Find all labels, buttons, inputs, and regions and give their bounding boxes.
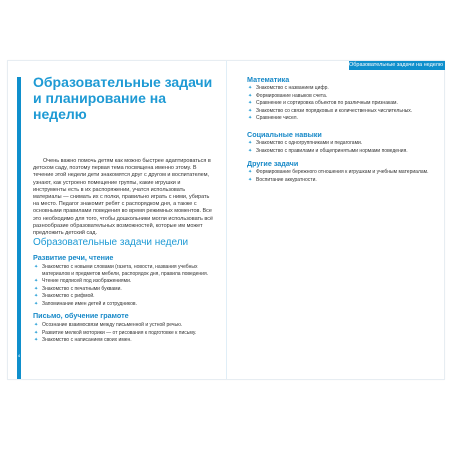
- other-tasks-list: [247, 169, 434, 183]
- section-header-label: Образовательные задачи на неделю: [349, 62, 443, 68]
- list-item: ✦ Сравнение чисел.: [248, 115, 298, 122]
- list-item: ✦ Развитие мелкой моторики — от рисования к подготовке к письму.: [34, 329, 197, 336]
- bullet-icon: ✦: [34, 300, 39, 307]
- page-edge-stripe: [17, 77, 21, 379]
- math-block: [247, 75, 434, 122]
- bullet-icon: ✦: [34, 285, 39, 292]
- section-title: Образовательные задачи недели: [33, 237, 189, 248]
- other-tasks-block: [247, 159, 434, 183]
- right-page: [226, 61, 445, 379]
- list-item: ✦ Воспитание аккуратности.: [248, 176, 317, 183]
- social-skills-heading: Социальные навыки: [247, 130, 322, 139]
- social-skills-list: [247, 140, 434, 154]
- bullet-icon: ✦: [248, 176, 253, 183]
- list-item: ✦ Знакомство с правилами и общепринятыми нормами поведения.: [248, 147, 408, 154]
- list-item: ✦ Формирование бережного отношения к игрушкам и учебным материалам.: [248, 169, 429, 175]
- list-item: ✦ Знакомство с новыми словами (газета, новости, названия учебных материалов и предметов мебели, распорядок дня, правила поведения.: [34, 264, 209, 277]
- bullet-icon: ✦: [34, 337, 39, 344]
- social-skills-block: [247, 130, 434, 154]
- list-item: ✦ Запоминание имен детей и сотрудников.: [34, 300, 137, 307]
- bullet-icon: ✦: [248, 147, 253, 154]
- bullet-icon: ✦: [248, 92, 253, 99]
- writing-literacy-heading: Письмо, обучение грамоте: [33, 311, 129, 320]
- page-title: [33, 74, 215, 122]
- list-item: ✦ Знакомство с рифмой.: [34, 293, 95, 300]
- writing-literacy-list: [33, 322, 217, 344]
- page-number: 4: [17, 353, 21, 358]
- page-title-line-1: Образовательные задачи: [33, 74, 213, 90]
- bullet-icon: ✦: [34, 329, 39, 336]
- speech-reading-heading: Развитие речи, чтение: [33, 253, 114, 262]
- writing-literacy-block: [33, 311, 217, 344]
- bullet-icon: ✦: [248, 107, 253, 114]
- list-item: ✦ Знакомство с печатными буквами.: [34, 285, 122, 292]
- list-item: ✦ Знакомство с одногруппниками и педагогами.: [248, 140, 363, 146]
- list-item: ✦ Осознание взаимосвязи между письменной и устной речью.: [34, 322, 183, 328]
- book-spread: [7, 60, 445, 380]
- list-item: ✦ Знакомство со связи порядковых и количественных числительных.: [248, 107, 413, 114]
- bullet-icon: ✦: [248, 169, 253, 175]
- list-item: ✦ Формирование навыков счета.: [248, 92, 328, 99]
- other-tasks-heading: Другие задачи: [247, 159, 299, 168]
- intro-paragraph: Очень важно помочь детям как можно быстрее адаптироваться в детском саду, поэтому первая тема посвящена именно этому. В течение этой недели дети знакомятся друг с другом и воспитателем, узнают, как устроено помещение группы, какие игрушки и инструменты есть в их распоряжении, учатся использовать материалы — снимать их с полки, правильно играть с ними, убирать на место. Педагог знакомит ребят с распорядком дня, а также с основными правилами поведения во время режимных моментов. Все это необходимо для того, чтобы дошкольники могли использовать всё разнообразие образовательных возможностей, которые им может предложить детский сад.: [33, 158, 214, 237]
- speech-reading-list: [33, 264, 217, 308]
- bullet-icon: ✦: [248, 85, 253, 91]
- math-list: [247, 85, 434, 122]
- bullet-icon: ✦: [34, 278, 39, 285]
- list-item: ✦ Чтение подписей под изображениями.: [34, 278, 132, 285]
- list-item: ✦ Знакомство с названием цифр.: [248, 85, 329, 91]
- list-item: ✦ Сравнение и сортировка объектов по различным признакам.: [248, 100, 398, 107]
- page-title-line-2: и планирование на неделю: [33, 90, 166, 122]
- list-item: ✦ Знакомство с написанием своих имен.: [34, 337, 132, 344]
- math-heading: Математика: [247, 75, 290, 84]
- section-header-bar: [349, 61, 445, 70]
- speech-reading-block: [33, 253, 217, 308]
- bullet-icon: ✦: [248, 140, 253, 146]
- bullet-icon: ✦: [248, 100, 253, 107]
- bullet-icon: ✦: [34, 322, 39, 328]
- bullet-icon: ✦: [248, 115, 253, 122]
- bullet-icon: ✦: [34, 293, 39, 300]
- left-page: [8, 61, 226, 379]
- bullet-icon: ✦: [34, 264, 39, 270]
